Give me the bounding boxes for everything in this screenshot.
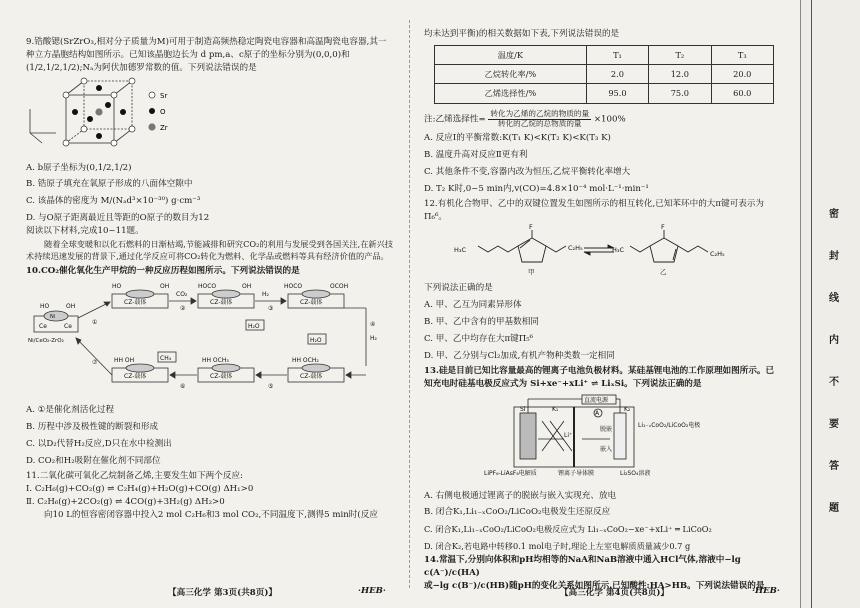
- q11-option-a: A. 反应Ⅰ的平衡常数:K(T₁ K)<K(T₂ K)<K(T₃ K): [424, 133, 611, 144]
- svg-text:H₃C: H₃C: [454, 245, 467, 254]
- label-dc-source: 直流电源: [584, 396, 609, 404]
- q9-stem: 9.锆酸锶(SrZrO₃,相对分子质量为M)可用于制造高频热稳定陶瓷电容器和高温陶瓷电容器,其一种立方晶胞结构如图所示。已知该晶胞边长为 d pm,a、c原子的坐标分别为(0,0,0)和: [26, 37, 387, 60]
- label-ammeter: A: [595, 409, 600, 417]
- note-denominator: 转化的乙烷的总物质的量: [498, 118, 582, 128]
- q13-option-d: D. 闭合K₂,若电路中转移0.1 mol电子时,理论上左室电解质质量减少0.7 g: [424, 540, 691, 551]
- q11-continued-right: 均未达到平衡)的相关数据如下表,下列说法错误的是: [424, 29, 620, 39]
- svg-text:HH OCH₃: HH OCH₃: [202, 356, 229, 364]
- q12-option-b: B. 甲、乙中含有的甲基数相同: [424, 317, 539, 328]
- label-jia: 甲: [528, 267, 535, 276]
- note-suffix: ×100%: [593, 114, 626, 125]
- label-cathode: Li₁₋ₓCoO₂/LiCoO₂电极: [638, 421, 701, 429]
- q9-option-b: B. 锆原子填充在氧原子形成的八面体空隙中: [26, 179, 193, 190]
- legend-o: O: [160, 107, 166, 116]
- label-intercalate: 嵌入: [600, 445, 613, 453]
- binding-warning: [829, 210, 845, 546]
- label-electrolyte: LiPF₆-LiAsF₆电解质: [484, 469, 537, 477]
- svg-text:F: F: [529, 223, 533, 231]
- svg-text:H₂: H₂: [370, 334, 377, 342]
- q9-stem-2: (1/2,1/2,1/2);Nₐ为阿伏加德罗常数的值。下列说法错误的是: [26, 62, 257, 73]
- legend-sr: Sr: [160, 91, 168, 100]
- svg-text:⑦: ⑦: [92, 358, 98, 366]
- binding-char: 密: [829, 209, 839, 220]
- support-label-6: CZ-载体: [124, 372, 147, 380]
- q14-stem: 14.常温下,分别向体积和pH均相等的NaA和NaB溶液中通入HCl气体,溶液中−lg c(A⁻)/c(HA): [424, 554, 741, 578]
- support-label-1: CZ-载体: [124, 298, 147, 306]
- table-cell: 乙烷转化率/%: [435, 65, 587, 84]
- table-cell: 95.0: [586, 84, 648, 103]
- q12-isomer-figure: [424, 224, 780, 278]
- footer-page-3: 【高三化学 第3页(共8页)】: [168, 588, 278, 598]
- svg-text:F: F: [661, 223, 665, 231]
- binding-line: [811, 0, 812, 608]
- q10-mechanism-diagram: [26, 278, 394, 396]
- svg-text:HH OH: HH OH: [114, 356, 135, 364]
- q10-option-c: C. 以D₂代替H₂反应,D只在水中检测出: [26, 439, 172, 450]
- svg-text:OH: OH: [66, 302, 76, 310]
- binding-margin: [800, 0, 860, 608]
- note-prefix: 注:乙烯选择性=: [424, 114, 486, 125]
- table-header-t3: T₃: [711, 45, 773, 64]
- svg-text:H₃C: H₃C: [612, 245, 625, 254]
- table-row: [435, 84, 774, 103]
- svg-text:Ce: Ce: [64, 322, 72, 330]
- binding-char: 答: [829, 461, 839, 472]
- left-column: [26, 34, 394, 522]
- table-cell: 2.0: [586, 65, 648, 84]
- table-cell: 75.0: [649, 84, 711, 103]
- table-header-t1: T₁: [586, 45, 648, 64]
- binding-char: 线: [829, 293, 839, 304]
- q12-sub: 下列说法正确的是: [424, 283, 493, 294]
- note-fraction: [488, 110, 591, 128]
- q9-option-c: C. 该晶体的密度为 M/(Nₐd³×10⁻³⁰) g·cm⁻³: [26, 196, 201, 207]
- q12-option-a: A. 甲、乙互为同素异形体: [424, 300, 522, 311]
- q11-option-b: B. 温度升高对反应Ⅱ更有利: [424, 150, 528, 161]
- q9-crystal-cell-figure: [26, 75, 246, 153]
- svg-text:H₂O: H₂O: [310, 336, 322, 344]
- svg-text:HO: HO: [40, 302, 50, 310]
- svg-text:C₂H₅: C₂H₅: [568, 243, 583, 252]
- svg-text:②: ②: [180, 304, 186, 312]
- svg-text:HO: HO: [112, 282, 122, 290]
- reading-intro: 阅读以下材料,完成10~11题。: [26, 226, 144, 237]
- svg-text:OH: OH: [242, 282, 252, 290]
- q13-option-c: C. 闭合K₁,Li₁₋ₓCoO₂/LiCoO₂电极反应式为 Li₁₋ₓCoO₂−xe⁻+xLi⁺ ═ LiCoO₂: [424, 524, 712, 535]
- legend-zr: Zr: [160, 123, 168, 132]
- support-label-5: CZ-载体: [210, 372, 233, 380]
- label-li-ion: Li⁺: [564, 431, 573, 439]
- q13-battery-diagram: [424, 391, 780, 481]
- svg-text:OCOH: OCOH: [330, 282, 349, 290]
- svg-text:HOCO: HOCO: [284, 282, 303, 290]
- label-deintercalate: 脱嵌: [600, 425, 613, 433]
- q11-option-d: D. T₂ K时,0~5 min内,v(CO)=4.8×10⁻⁴ mol·L⁻¹·min⁻¹: [424, 183, 649, 194]
- q9-option-d: D. 与O原子距离最近且等距的O原子的数目为12: [26, 213, 210, 224]
- reading-material: 随着全球变暖和以化石燃料的日渐枯竭,节能减排和研究CO₂的利用与发展受到各国关注,在新兴技术持续迅速发展的背景下,通过化学反应可将CO₂转化为燃料、化学品或燃料等具有经济价值的产品。: [26, 239, 393, 262]
- svg-text:OH: OH: [160, 282, 170, 290]
- q10-option-b: B. 历程中涉及极性键的断裂和形成: [26, 422, 159, 433]
- q11-stem: 11.二氧化碳可氧化乙烷制备乙烯,主要发生如下两个反应:: [26, 470, 243, 481]
- svg-text:H₂O: H₂O: [248, 322, 260, 330]
- svg-text:CH₄: CH₄: [160, 354, 172, 362]
- q11-option-c: C. 其他条件不变,容器内改为恒压,乙烷平衡转化率增大: [424, 167, 631, 177]
- footer-page-4: 【高三化学 第4页(共8页)】: [560, 588, 670, 598]
- q10-option-d: D. CO₂和H₂吸附在催化剂不同部位: [26, 456, 161, 467]
- column-divider: [409, 20, 410, 588]
- svg-text:③: ③: [268, 304, 274, 312]
- q13-option-a: A. 右侧电极通过锂离子的脱嵌与嵌入实现充、放电: [424, 490, 617, 501]
- label-membrane: 锂离子导体膜: [558, 469, 595, 477]
- q14-stem-2: 或−lg c(B⁻)/c(HB)随pH的变化关系如图所示,已知酸性:HA>HB。下列说法错误的是: [424, 580, 765, 591]
- q12-option-d: D. 甲、乙分别与Cl₂加成,有机产物种类数一定相同: [424, 351, 615, 362]
- binding-char: 封: [829, 251, 839, 262]
- table-header-t2: T₂: [649, 45, 711, 64]
- q13-option-b: B. 闭合K₁,Li₁₋ₓCoO₂/LiCoO₂电极发生还原反应: [424, 507, 611, 518]
- svg-text:⑥: ⑥: [180, 382, 186, 390]
- svg-text:Ce: Ce: [39, 322, 47, 330]
- q10-option-a: A. ①是催化剂活化过程: [26, 405, 115, 416]
- footer-tag-left: ·HEB·: [358, 586, 386, 596]
- svg-text:C₂H₅: C₂H₅: [710, 249, 725, 258]
- q11-reaction-1: Ⅰ. C₂H₆(g)+CO₂(g) ⇌ C₂H₄(g)+H₂O(g)+CO(g) ΔH₁>0: [26, 483, 254, 494]
- q11-data-table: [434, 45, 774, 104]
- support-label-2: CZ-载体: [210, 298, 233, 306]
- q11-reaction-2: Ⅱ. C₂H₆(g)+2CO₂(g) ⇌ 4CO(g)+3H₂(g) ΔH₂>0: [26, 496, 225, 507]
- svg-text:Ni: Ni: [50, 313, 56, 320]
- svg-text:①: ①: [92, 318, 98, 326]
- table-cell: 60.0: [711, 84, 773, 103]
- svg-text:Ni/CeO₂-ZrO₂: Ni/CeO₂-ZrO₂: [28, 337, 64, 344]
- note-numerator: 转化为乙烯的乙烷的物质的量: [490, 108, 590, 118]
- label-li2so4: Li₂SO₄溶液: [620, 469, 651, 477]
- binding-char: 要: [829, 419, 839, 430]
- table-row: [435, 65, 774, 84]
- svg-text:HH OCH₂: HH OCH₂: [292, 356, 319, 364]
- svg-text:⑤: ⑤: [268, 382, 274, 390]
- binding-char: 内: [829, 335, 839, 346]
- table-cell: 20.0: [711, 65, 773, 84]
- support-label-3: CZ-载体: [300, 298, 323, 306]
- label-yi: 乙: [660, 267, 667, 276]
- table-header-temp: 温度/K: [435, 45, 587, 64]
- right-column: [424, 28, 780, 593]
- q13-stem: 13.硅是目前已知比容量最高的锂离子电池负极材料。某硅基锂电池的工作原理如图所示。已知充电时硅基电极反应式为 Si+xe⁻+xLi⁺ ⇌ LiₓSi。下列说法正确的是: [424, 365, 775, 389]
- footer-tag-right: ·HEB·: [752, 586, 780, 596]
- label-k2: K₂: [624, 405, 631, 413]
- q11-continued: 向10 L的恒容密闭容器中投入2 mol C₂H₆和3 mol CO₂,不同温度下,测得5 min时(反应: [44, 509, 378, 520]
- label-k1: K₁: [552, 405, 559, 413]
- binding-char: 题: [829, 503, 839, 514]
- q12-option-c: C. 甲、乙中均存在大π键Π₅⁶: [424, 334, 534, 345]
- support-label-4: CZ-载体: [300, 372, 323, 380]
- binding-char: 不: [829, 377, 839, 388]
- svg-text:CO₂: CO₂: [176, 290, 188, 298]
- q12-stem: 12.有机化合物甲、乙中的双键位置发生如图所示的相互转化,已知苯环中的大π键可表示为Π₆⁶。: [424, 198, 765, 222]
- svg-text:H₂: H₂: [262, 290, 269, 298]
- svg-text:HOCO: HOCO: [198, 282, 217, 290]
- svg-text:④: ④: [370, 320, 376, 328]
- q9-option-a: A. b原子坐标为(0,1/2,1/2): [26, 162, 132, 173]
- q10-stem: 10.CO₂催化氧化生产甲烷的一种反应历程如图所示。下列说法错误的是: [26, 265, 300, 276]
- selectivity-note: [424, 110, 780, 128]
- table-cell: 12.0: [649, 65, 711, 84]
- label-si: Si: [520, 405, 526, 413]
- table-cell: 乙烯选择性/%: [435, 84, 587, 103]
